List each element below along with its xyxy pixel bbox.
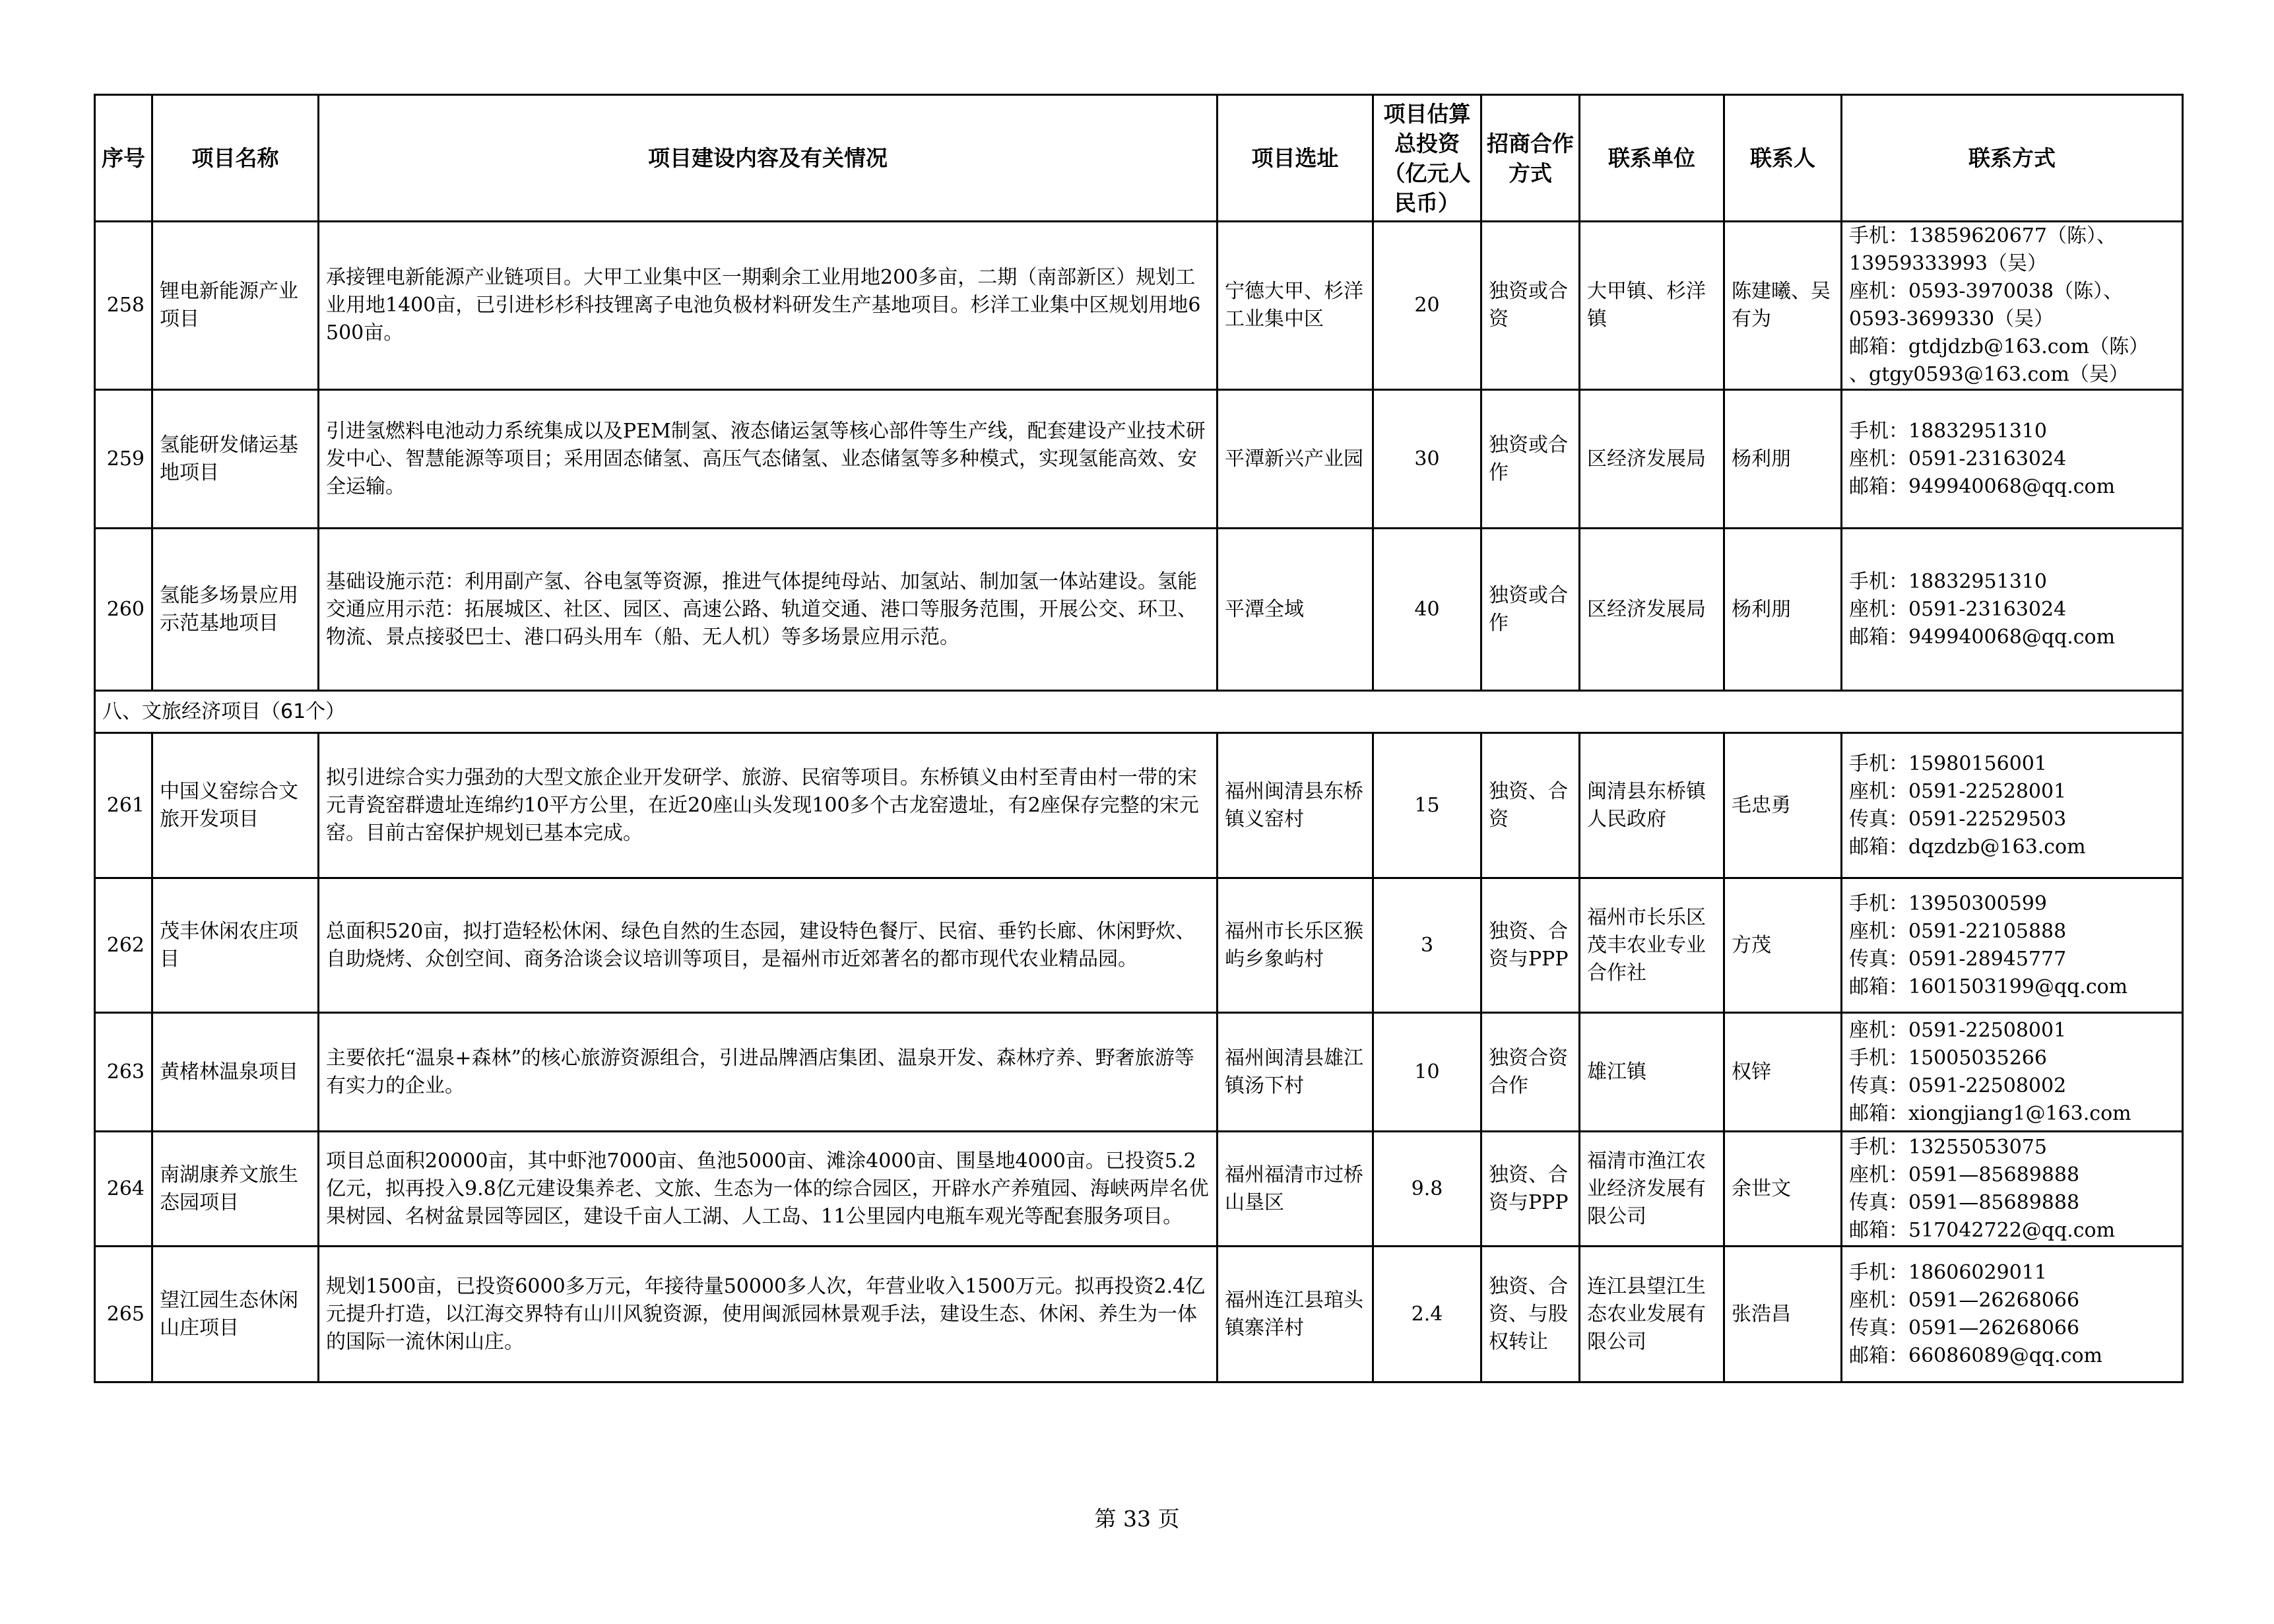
row-location: 平潭全域 — [1218, 529, 1373, 691]
table-row — [95, 1013, 2183, 1132]
contact-line: 座机：0591-23163024 — [1849, 447, 2067, 471]
header-content: 项目建设内容及有关情况 — [319, 95, 1218, 222]
row-content: 项目总面积20000亩，其中虾池7000亩、鱼池5000亩、滩涂4000亩、围垦地4000亩。已投资5.2亿元，拟再投入9.8亿元建设集养老、文旅、生态为一体的综合园区，开辟水产养殖园、海峡两岸名优果树园、名树盆景园等园区，建设千亩人工湖、人工岛、11公里园内电瓶车观光等配套服务项目。 — [319, 1132, 1218, 1247]
row-content: 承接锂电新能源产业链项目。大甲工业集中区一期剩余工业用地200多亩，二期（南部新区）规划工业用地1400亩，已引进杉杉科技锂离子电池负极材料研发生产基地项目。杉洋工业集中区规划用地6500亩。 — [319, 222, 1218, 390]
contact-line: 邮箱：66086089@qq.com — [1849, 1344, 2102, 1367]
contact-line: 邮箱：517042722@qq.com — [1849, 1218, 2116, 1242]
contact-line: 手机：18832951310 — [1849, 419, 2047, 443]
row-no: 259 — [95, 390, 152, 529]
row-location: 宁德大甲、杉洋工业集中区 — [1218, 222, 1373, 390]
row-contact-unit: 区经济发展局 — [1580, 529, 1724, 691]
row-contact-person: 权锌 — [1724, 1013, 1842, 1132]
row-project-name: 氢能研发储运基地项目 — [152, 390, 319, 529]
table-body-culture-tourism — [95, 733, 2183, 1382]
row-cooperation-mode: 独资、合资、与股权转让 — [1481, 1247, 1580, 1382]
row-contact-unit: 闽清县东桥镇人民政府 — [1580, 733, 1724, 878]
row-contact-unit: 雄江镇 — [1580, 1013, 1724, 1132]
row-investment: 40 — [1373, 529, 1481, 691]
table-row — [95, 1132, 2183, 1247]
contact-line: 座机：0591-22508001 — [1849, 1018, 2067, 1042]
row-location: 福州福清市过桥山垦区 — [1218, 1132, 1373, 1247]
table-row — [95, 1247, 2183, 1382]
row-investment: 30 — [1373, 390, 1481, 529]
row-location: 福州闽清县雄江镇汤下村 — [1218, 1013, 1373, 1132]
row-contact-person: 张浩昌 — [1724, 1247, 1842, 1382]
header-investment: 项目估算总投资（亿元人民币） — [1373, 95, 1481, 222]
contact-line: 座机：0591-23163024 — [1849, 597, 2067, 621]
contact-line: 传真：0591-22529503 — [1849, 807, 2067, 831]
row-project-name: 中国义窑综合文旅开发项目 — [152, 733, 319, 878]
row-contact-info — [1842, 1013, 2183, 1132]
row-location: 福州连江县琯头镇寨洋村 — [1218, 1247, 1373, 1382]
header-location: 项目选址 — [1218, 95, 1373, 222]
header-mode: 招商合作方式 — [1481, 95, 1580, 222]
contact-line: 座机：0591—85689888 — [1849, 1163, 2080, 1186]
row-contact-info — [1842, 733, 2183, 878]
project-table — [94, 94, 2184, 1383]
header-person: 联系人 — [1724, 95, 1842, 222]
row-contact-unit: 福州市长乐区茂丰农业专业合作社 — [1580, 878, 1724, 1013]
row-project-name: 茂丰休闲农庄项目 — [152, 878, 319, 1013]
row-contact-person: 方茂 — [1724, 878, 1842, 1013]
row-investment: 2.4 — [1373, 1247, 1481, 1382]
row-investment: 10 — [1373, 1013, 1481, 1132]
table-row — [95, 529, 2183, 691]
row-contact-unit: 大甲镇、杉洋镇 — [1580, 222, 1724, 390]
row-cooperation-mode: 独资或合作 — [1481, 390, 1580, 529]
table-body-energy — [95, 222, 2183, 691]
row-project-name: 望江园生态休闲山庄项目 — [152, 1247, 319, 1382]
section-title: 八、文旅经济项目（61个） — [95, 691, 2183, 733]
table-row — [95, 878, 2183, 1013]
contact-line: 手机：13255053075 — [1849, 1135, 2047, 1159]
contact-line: 座机：0591-22105888 — [1849, 919, 2067, 943]
contact-line: 邮箱：949940068@qq.com — [1849, 474, 2116, 498]
row-location: 福州市长乐区猴屿乡象屿村 — [1218, 878, 1373, 1013]
contact-line: 0593-3699330（吴） — [1849, 308, 2054, 331]
page-number: 第 33 页 — [1094, 1506, 1180, 1532]
header-contact: 联系方式 — [1842, 95, 2183, 222]
row-contact-person: 杨利朋 — [1724, 390, 1842, 529]
header-row — [95, 95, 2183, 222]
row-location: 平潭新兴产业园 — [1218, 390, 1373, 529]
row-cooperation-mode: 独资合资合作 — [1481, 1013, 1580, 1132]
contact-line: 传真：0591-28945777 — [1849, 947, 2067, 971]
row-contact-person: 余世文 — [1724, 1132, 1842, 1247]
row-contact-unit: 区经济发展局 — [1580, 390, 1724, 529]
row-project-name: 氢能多场景应用示范基地项目 — [152, 529, 319, 691]
row-content: 主要依托“温泉+森林”的核心旅游资源组合，引进品牌酒店集团、温泉开发、森林疗养、野奢旅游等有实力的企业。 — [319, 1013, 1218, 1132]
contact-line: 传真：0591—26268066 — [1849, 1316, 2080, 1340]
contact-line: 邮箱：xiongjiang1@163.com — [1849, 1101, 2131, 1125]
table-row — [95, 733, 2183, 878]
row-investment: 9.8 — [1373, 1132, 1481, 1247]
row-contact-unit: 福清市渔江农业经济发展有限公司 — [1580, 1132, 1724, 1247]
contact-line: 手机：18832951310 — [1849, 569, 2047, 593]
row-project-name: 锂电新能源产业项目 — [152, 222, 319, 390]
row-no: 260 — [95, 529, 152, 691]
contact-line: 手机：15980156001 — [1849, 752, 2047, 775]
row-content: 总面积520亩，拟打造轻松休闲、绿色自然的生态园，建设特色餐厅、民宿、垂钓长廊、休闲野炊、自助烧烤、众创空间、商务洽谈会议培训等项目，是福州市近郊著名的都市现代农业精品园。 — [319, 878, 1218, 1013]
row-contact-info — [1842, 222, 2183, 390]
contact-line: 邮箱：1601503199@qq.com — [1849, 975, 2128, 998]
row-investment: 15 — [1373, 733, 1481, 878]
row-cooperation-mode: 独资或合资 — [1481, 222, 1580, 390]
contact-line: 座机：0591—26268066 — [1849, 1288, 2080, 1312]
row-content: 规划1500亩，已投资6000多万元，年接待量50000多人次，年营业收入1500万元。拟再投资2.4亿元提升打造，以江海交界特有山川风貌资源，使用闽派园林景观手法，建设生态、休闲、养生为一体的国际一流休闲山庄。 — [319, 1247, 1218, 1382]
row-project-name: 南湖康养文旅生态园项目 — [152, 1132, 319, 1247]
contact-line: 邮箱：gtdjdzb@163.com（陈） — [1849, 335, 2149, 358]
contact-line: 、gtgy0593@163.com（吴） — [1849, 363, 2129, 386]
contact-line: 邮箱：949940068@qq.com — [1849, 625, 2116, 649]
contact-line: 座机：0591-22528001 — [1849, 779, 2067, 803]
contact-line: 邮箱：dqzdzb@163.com — [1849, 835, 2086, 859]
row-contact-info — [1842, 878, 2183, 1013]
row-cooperation-mode: 独资或合作 — [1481, 529, 1580, 691]
row-cooperation-mode: 独资、合资与PPP — [1481, 878, 1580, 1013]
row-contact-info — [1842, 529, 2183, 691]
row-content: 基础设施示范：利用副产氢、谷电氢等资源，推进气体提纯母站、加氢站、制加氢一体站建设。氢能交通应用示范：拓展城区、社区、园区、高速公路、轨道交通、港口等服务范围，开展公交、环卫、物流、景点接驳巴士、港口码头用车（船、无人机）等多场景应用示范。 — [319, 529, 1218, 691]
contact-line: 传真：0591-22508002 — [1849, 1074, 2067, 1097]
table-row — [95, 222, 2183, 390]
row-no: 265 — [95, 1247, 152, 1382]
row-cooperation-mode: 独资、合资 — [1481, 733, 1580, 878]
row-contact-info — [1842, 390, 2183, 529]
section-heading-row — [95, 691, 2183, 733]
contact-line: 手机：15005035266 — [1849, 1046, 2047, 1070]
row-contact-person: 陈建曦、吴有为 — [1724, 222, 1842, 390]
header-unit: 联系单位 — [1580, 95, 1724, 222]
row-no: 263 — [95, 1013, 152, 1132]
row-contact-person: 杨利朋 — [1724, 529, 1842, 691]
header-name: 项目名称 — [152, 95, 319, 222]
contact-line: 手机：13950300599 — [1849, 892, 2047, 915]
row-contact-unit: 连江县望江生态农业发展有限公司 — [1580, 1247, 1724, 1382]
row-cooperation-mode: 独资、合资与PPP — [1481, 1132, 1580, 1247]
contact-line: 传真：0591—85689888 — [1849, 1190, 2080, 1214]
row-no: 258 — [95, 222, 152, 390]
row-content: 引进氢燃料电池动力系统集成以及PEM制氢、液态储运氢等核心部件等生产线，配套建设产业技术研发中心、智慧能源等项目；采用固态储氢、高压气态储氢、业态储氢等多种模式，实现氢能高效、安全运输。 — [319, 390, 1218, 529]
contact-line: 手机：18606029011 — [1849, 1260, 2047, 1284]
contact-line: 13959333993（吴） — [1849, 252, 2047, 275]
row-contact-person: 毛忠勇 — [1724, 733, 1842, 878]
row-contact-info — [1842, 1132, 2183, 1247]
row-location: 福州闽清县东桥镇义窑村 — [1218, 733, 1373, 878]
row-investment: 20 — [1373, 222, 1481, 390]
row-contact-info — [1842, 1247, 2183, 1382]
header-no: 序号 — [95, 95, 152, 222]
contact-line: 手机：13859620677（陈）、 — [1849, 224, 2116, 247]
section-body — [95, 691, 2183, 733]
row-no: 264 — [95, 1132, 152, 1247]
row-project-name: 黄楮林温泉项目 — [152, 1013, 319, 1132]
contact-line: 座机：0593-3970038（陈）、 — [1849, 280, 2124, 303]
row-investment: 3 — [1373, 878, 1481, 1013]
row-no: 261 — [95, 733, 152, 878]
table-row — [95, 390, 2183, 529]
row-no: 262 — [95, 878, 152, 1013]
row-content: 拟引进综合实力强劲的大型文旅企业开发研学、旅游、民宿等项目。东桥镇义由村至青由村一带的宋元青瓷窑群遗址连绵约10平方公里，在近20座山头发现100多个古龙窑遗址，有2座保存完整的宋元窑。目前古窑保护规划已基本完成。 — [319, 733, 1218, 878]
